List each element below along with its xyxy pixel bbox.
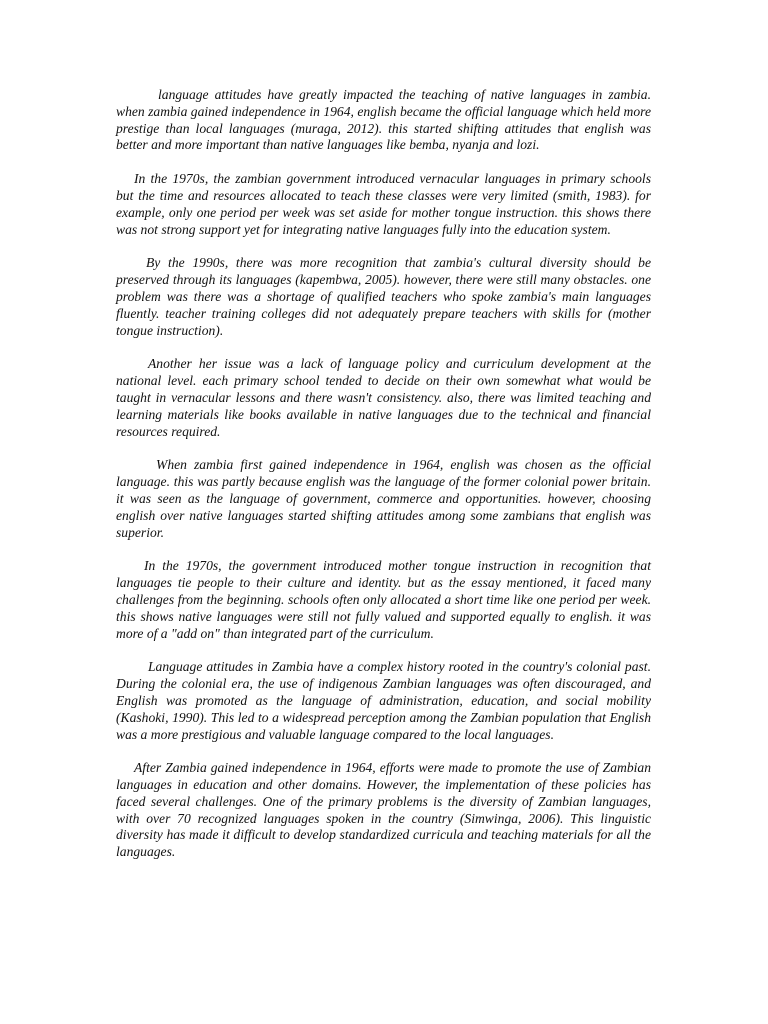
paragraph-colonial-history: Language attitudes in Zambia have a complex history rooted in the country's colonial past. During the colonial era, the use of indigenous Zambian languages was often discouraged, and English was promoted as the language of administration, education, and social mobility (Kashoki, 1990). This led to a widespread perception among the Zambian population that English was a more prestigious and valuable language compared to the local languages. [116,659,651,742]
paragraph-mother-tongue-1970s: In the 1970s, the government introduced mother tongue instruction in recognition that languages tie people to their culture and identity. but as the essay mentioned, it faced many challenges from the beginning. schools often only allocated a short time like one period per week. this shows native languages were still not fully valued and supported equally to english. it was more of a "add on" than integrated part of the curriculum. [116,558,651,641]
paragraph-1990s-recognition: By the 1990s, there was more recognition that zambia's cultural diversity should be preserved through its languages (kapembwa, 2005). however, there were still many obstacles. one problem was there was a shortage of qualified teachers who spoke zambia's main languages fluently. teacher training colleges did not adequately prepare teachers with skills for (mother tongue instruction). [116,255,651,338]
paragraph-1970s-vernacular: In the 1970s, the zambian government introduced vernacular languages in primary schools but the time and resources allocated to teach these classes were very limited (smith, 1983). for example, only one period per week was set aside for mother tongue instruction. this shows there was not strong support yet for integrating native languages fully into the education system. [116,171,651,237]
paragraph-post-independence: After Zambia gained independence in 1964, efforts were made to promote the use of Zambian languages in education and other domains. However, the implementation of these policies has faced several challenges. One of the primary problems is the diversity of Zambian languages, with over 70 recognized languages spoken in the country (Simwinga, 2006). This linguistic diversity has made it difficult to develop standardized curricula and teaching materials for all the languages. [116,760,651,860]
paragraph-language-policy: Another her issue was a lack of language policy and curriculum development at the national level. each primary school tended to decide on their own somewhat what would be taught in vernacular lessons and there wasn't consistency. also, there was limited teaching and learning materials like books available in native languages due to the technical and financial resources required. [116,356,651,439]
paragraph-language-attitudes-independence: language attitudes have greatly impacted the teaching of native languages in zambia. when zambia gained independence in 1964, english became the official language which held more prestige than local languages (muraga, 2012). this started shifting attitudes that english was better and more important than native languages like bemba, nyanja and lozi. [116,87,651,153]
paragraph-english-official: When zambia first gained independence in 1964, english was chosen as the official language. this was partly because english was the language of the former colonial power britain. it was seen as the language of government, commerce and opportunities. however, choosing english over native languages started shifting attitudes among some zambians that english was superior. [116,457,651,540]
essay-body [116,87,651,878]
